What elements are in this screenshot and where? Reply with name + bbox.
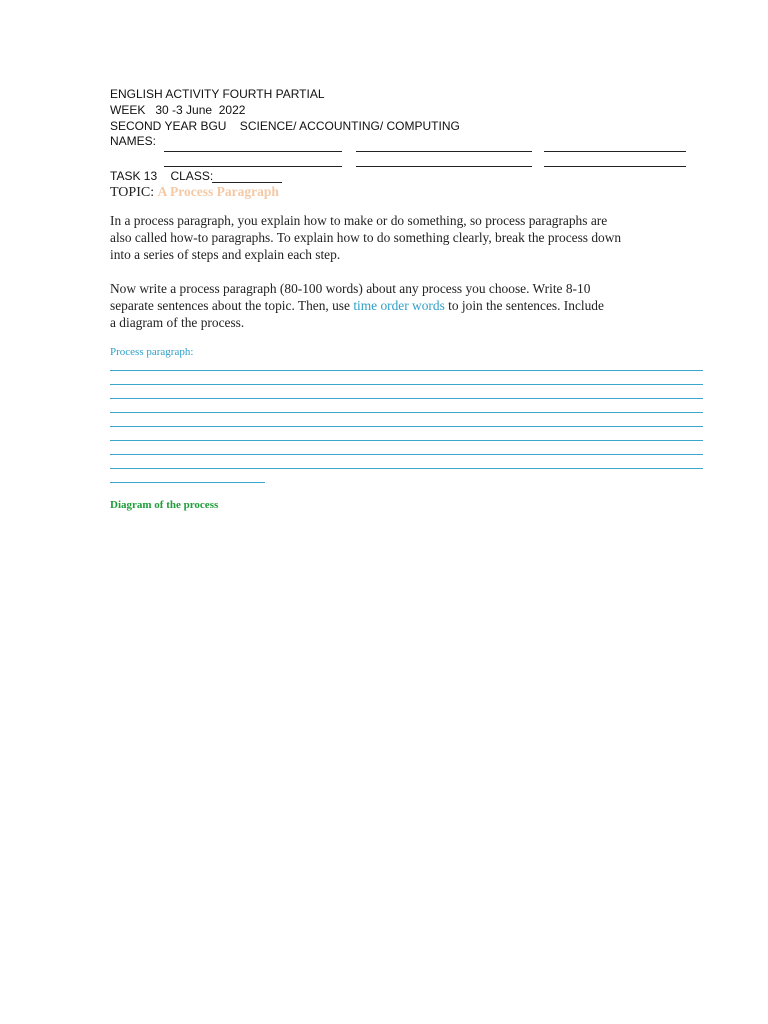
class-blank[interactable] (212, 182, 282, 183)
time-order-words-text: time order words (353, 298, 445, 313)
diagram-label: Diagram of the process (110, 499, 219, 511)
writing-line[interactable] (110, 468, 703, 469)
writing-line[interactable] (110, 482, 265, 483)
names-label: NAMES: (110, 134, 157, 148)
task-class-label: TASK 13 CLASS: (110, 169, 217, 183)
name-blank[interactable] (544, 166, 686, 167)
intro-line: also called how-to paragraphs. To explain how to do something clearly, break the process down (110, 230, 622, 245)
writing-line[interactable] (110, 412, 703, 413)
writing-line[interactable] (110, 370, 703, 371)
intro-line: In a process paragraph, you explain how to make or do something, so process paragraphs are (110, 213, 608, 228)
name-blank[interactable] (164, 151, 342, 152)
writing-line[interactable] (110, 384, 703, 385)
name-blank[interactable] (544, 151, 686, 152)
course-info: SECOND YEAR BGU SCIENCE/ ACCOUNTING/ COMPUTING (110, 119, 460, 133)
name-blank[interactable] (356, 151, 532, 152)
writing-line[interactable] (110, 454, 703, 455)
instruction-text: separate sentences about the topic. Then, use (110, 298, 354, 313)
instruction-paragraph (110, 280, 710, 331)
instruction-text: to join the sentences. Include (444, 298, 604, 313)
instruction-line: Now write a process paragraph (80-100 words) about any process you choose. Write 8-10 (110, 281, 591, 296)
activity-title: ENGLISH ACTIVITY FOURTH PARTIAL (110, 87, 325, 101)
instruction-line (110, 297, 710, 314)
writing-line[interactable] (110, 440, 703, 441)
intro-paragraph (110, 212, 710, 263)
intro-line: into a series of steps and explain each step. (110, 247, 341, 262)
name-blank[interactable] (356, 166, 532, 167)
process-paragraph-label: Process paragraph: (110, 346, 194, 358)
writing-line[interactable] (110, 398, 703, 399)
week-dates: WEEK 30 -3 June 2022 (110, 103, 246, 117)
topic-value: A Process Paragraph (157, 184, 279, 199)
instruction-line: a diagram of the process. (110, 315, 245, 330)
diagram-area[interactable] (110, 520, 703, 960)
topic-label: TOPIC: (110, 185, 158, 200)
writing-line[interactable] (110, 426, 703, 427)
worksheet-header (110, 86, 460, 134)
name-blank[interactable] (164, 166, 342, 167)
topic-line (110, 184, 279, 201)
